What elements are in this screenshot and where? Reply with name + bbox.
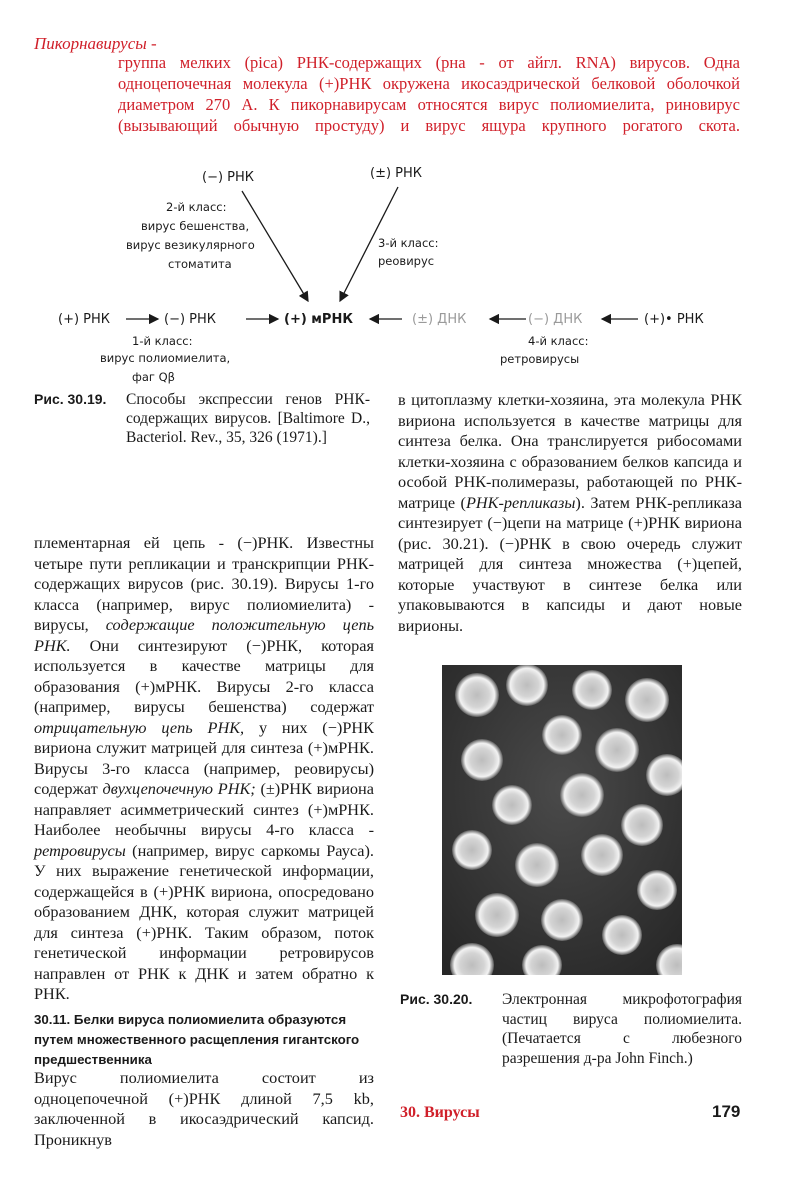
- text-run: в цитоплазму клетки-хозяина, эта молекула РНК вириона используется в качестве матрицы для синтеза белка. Она транслируется рибосомами клетки-хозяина с образованием белков капсида и особой РНК-полимеразы, работающей по РНК-матрице (: [398, 390, 742, 512]
- virus-particle: [621, 804, 663, 846]
- footer-chapter: 30. Вирусы: [400, 1104, 480, 1121]
- left-column-text: [34, 533, 374, 1005]
- row-neg-rna: (−) РНК: [164, 312, 217, 327]
- text-run: Они синтезируют (−)РНК, которая используется в качестве матрицы для образования (+)мРНК. Вирусы 2-го класса (например, вирусы бешенства) содержат: [34, 635, 374, 716]
- right-column-text: [398, 390, 742, 636]
- figure-label: Рис. 30.20.: [400, 991, 473, 1007]
- row-neg-dna: (−) ДНК: [528, 312, 583, 327]
- figure-caption-30-20: [400, 990, 745, 1068]
- virus-particle: [572, 670, 612, 710]
- class2-line1: 2-й класс:: [166, 200, 227, 214]
- text-run: у них (−)РНК вириона служит матрицей для синтеза (+)мРНК. Вирусы 3-го класса (например, реовирусы) содержат: [34, 717, 375, 798]
- class2-line3: вирус везикулярного: [126, 238, 255, 252]
- class1-line2: вирус полиомиелита,: [100, 351, 231, 365]
- page-number: 179: [712, 1102, 741, 1121]
- figure-caption-text: Способы экспрессии генов РНК-содержащих вирусов. [Baltimore D., Bacteriol. Rev., 35, 326 (1971).]: [126, 391, 370, 446]
- micrograph-image: [442, 665, 682, 975]
- virus-particle: [581, 834, 623, 876]
- glossary-term: Пикорнавирусы -: [34, 34, 157, 53]
- virus-particle: [506, 665, 548, 706]
- glossary-definition: группа мелких (pica) РНК-содержащих (рна - от айгл. RNA) вирусов. Одна одноцепочечная молекула (+)РНК окружена икосаэдрической белковой оболочкой диаметром 270 А. К пикорнавирусам относятся вирус полиомиелита, риновирус (вызывающий обычную простуду) и вирус ящура крупного рогатого скота.: [118, 53, 740, 135]
- section-heading: 30.11. Белки вируса полиомиелита образуются путем множественного расщепления гигантского предшественника: [34, 1012, 360, 1067]
- virus-particle: [461, 739, 503, 781]
- text-run: плементарная ей цепь - (−)РНК. Известны четыре пути репликации и транскрипции РНК-содержащих вирусов (рис. 30.19). Вирусы 1-го класса (например, вирус полиомиелита) - вирусы,: [34, 533, 374, 634]
- pm-rna-label: (±) РНК: [370, 166, 423, 181]
- virus-particle: [637, 870, 677, 910]
- class2-line2: вирус бешенства,: [141, 219, 250, 233]
- diagram-svg: [40, 155, 740, 385]
- italic-run: двухцепочечную РНК;: [102, 779, 256, 798]
- italic-run: ретровирусы: [34, 840, 126, 860]
- text-run: (±)РНК вириона направляет асимметрический синтез (+)мРНК. Наиболее необычны вирусы 4-го класса -: [34, 779, 374, 839]
- class2-line4: стоматита: [168, 257, 232, 271]
- figure-label: Рис. 30.19.: [34, 391, 107, 407]
- text-run: (например, вирус саркомы Рауса). У них выражение генетической информации, содержащейся в (+)РНК вириона, опосредовано образованием ДНК, которая служит матрицей для синтеза (+)РНК. Таким образом, поток генетической информации ретровирусов направлен от РНК к ДНК и затем обратно к РНК.: [34, 840, 374, 1003]
- virus-particle: [595, 728, 639, 772]
- class3-line2: реовирус: [378, 254, 435, 268]
- row-pos-rna: (+) РНК: [58, 312, 111, 327]
- row-mrna: (+) мРНК: [284, 312, 353, 327]
- virus-particle: [475, 893, 519, 937]
- section-body: Вирус полиомиелита состоит из одноцепочечной (+)РНК длиной 7,5 kb, заключенной в икосаэдрический капсид. Проникнув: [34, 1068, 374, 1149]
- class1-line3: фаг Qβ: [132, 370, 175, 384]
- italic-run: отрицательную цепь РНК,: [34, 717, 245, 737]
- virus-particle: [560, 773, 604, 817]
- virus-particle: [541, 899, 583, 941]
- virus-particle: [625, 678, 669, 722]
- virus-particle: [602, 915, 642, 955]
- row-pos-rna-2: (+)• РНК: [644, 312, 704, 327]
- neg-rna-label: (−) РНК: [202, 170, 255, 185]
- class1-line1: 1-й класс:: [132, 334, 193, 348]
- class3-line1: 3-й класс:: [378, 236, 439, 250]
- figure-caption-text: Электронная микрофотография частиц вируса полиомиелита. (Печатается с любезного разрешения д-ра John Finch.): [502, 991, 742, 1067]
- virus-particle: [515, 843, 559, 887]
- virus-particle: [542, 715, 582, 755]
- poliovirus-micrograph: [442, 665, 682, 975]
- figure-caption-30-19: [34, 390, 374, 447]
- virus-particle: [492, 785, 532, 825]
- italic-run: содержащие положительную цепь РНК.: [34, 615, 374, 655]
- class4-line2: ретровирусы: [500, 352, 580, 366]
- virus-particle: [455, 673, 499, 717]
- text-run: ). Затем РНК-репликаза синтезирует (−)цепи на матрице (+)РНК вириона (рис. 30.21). (−)РНК в свою очередь служит матрицей для синтеза множества (+)цепей, которые участвуют в синтезе белка или упаковываются в капсиды и дают новые вирионы.: [398, 492, 742, 635]
- row-pm-dna: (±) ДНК: [412, 312, 467, 327]
- virus-particle: [452, 830, 492, 870]
- italic-run: РНК-репликазы: [465, 492, 576, 512]
- class4-line1: 4-й класс:: [528, 334, 589, 348]
- rna-virus-expression-diagram: [40, 155, 740, 385]
